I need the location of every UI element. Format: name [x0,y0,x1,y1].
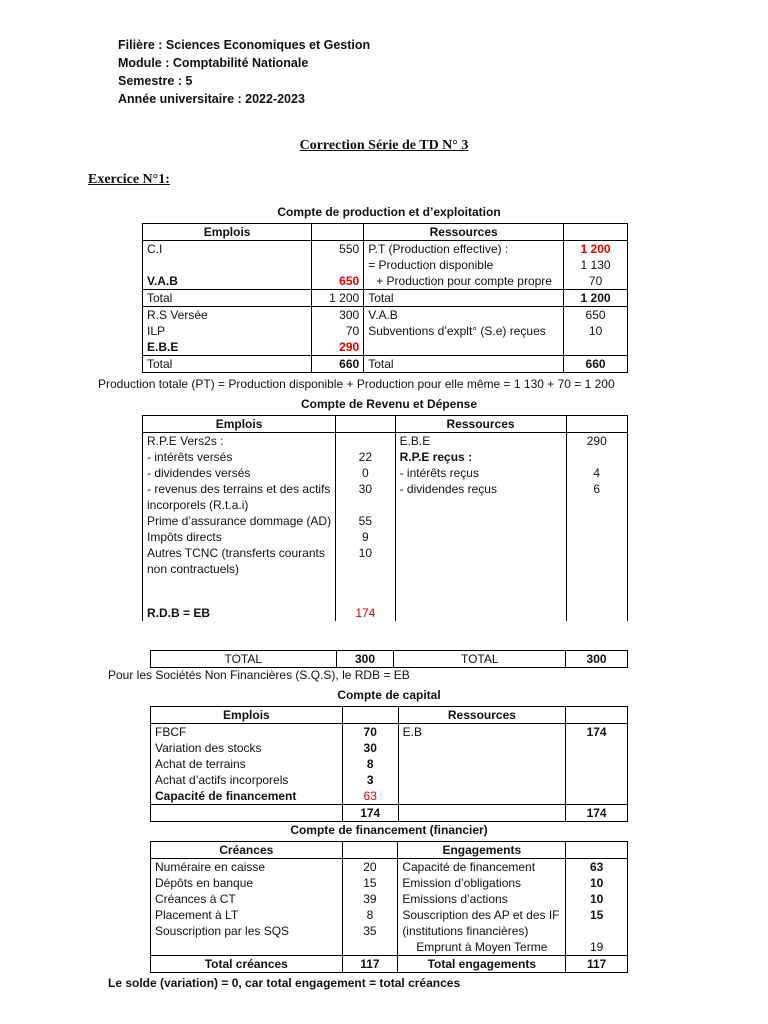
capital-table [150,706,628,822]
total-value: 1 200 [564,290,628,307]
row-label: Achat de terrains [151,756,343,772]
col-engagements: Engagements [398,842,566,859]
financing-table [150,841,628,973]
row-label: = Production disponible [364,257,564,273]
row-value: 20 [342,859,398,876]
page-title: Correction Série de TD N° 3 [299,138,469,153]
header-module: Module : Comptabilité Nationale [118,56,309,70]
row-label: - dividendes versés [143,465,336,481]
row-label: R.D.B = EB [143,605,336,621]
production-table [142,223,628,373]
row-label: Capacité de financement [398,859,566,876]
col-ressources: Ressources [395,416,566,433]
col-ressources: Ressources [398,707,566,724]
row-value: 8 [342,907,398,923]
total-label: Total [364,290,564,307]
row-label: E.B.E [143,339,312,356]
row-label: E.B.E [395,433,566,450]
row-value: 10 [336,545,396,577]
row-value: 19 [566,939,628,956]
total-label: Total [364,356,564,373]
row-value: 300 [312,307,364,324]
row-value: 10 [566,891,628,907]
row-label: Prime d’assurance dommage (AD) [143,513,336,529]
row-label: Souscription par les SQS [151,923,343,939]
revenue-total-table [150,650,628,668]
row-value: 30 [336,481,396,513]
row-value: 1 200 [564,241,628,258]
row-value: 650 [564,307,628,324]
row-label: R.P.E reçus : [395,449,566,465]
total-label: Total [143,290,312,307]
total-value: 660 [312,356,364,373]
total-value: 174 [342,805,398,822]
row-value: 4 [566,465,627,481]
total-value: 300 [336,651,394,668]
total-label: Total créances [151,956,343,973]
row-value: 63 [342,788,398,805]
row-value: 30 [342,740,398,756]
financing-note: Le solde (variation) = 0, car total engagement = total créances [108,976,461,990]
row-value: 10 [566,875,628,891]
row-label: (institutions financières) [398,923,566,939]
row-label: - dividendes reçus [395,481,566,513]
total-label: Total engagements [398,956,566,973]
row-value: 15 [342,875,398,891]
row-value: 290 [566,433,627,450]
row-value: 9 [336,529,396,545]
capital-caption: Compte de capital [337,688,441,702]
col-emplois: Emplois [143,416,336,433]
row-label: C.I [143,241,312,258]
total-label: TOTAL [394,651,566,668]
header-semestre: Semestre : 5 [118,74,193,88]
row-label: Impôts directs [143,529,336,545]
production-note: Production totale (PT) = Production disponible + Production pour elle même = 1 130 + 70 = 1 200 [98,377,615,391]
row-label: R.P.E Vers2s : [143,433,336,450]
col-emplois: Emplois [151,707,343,724]
row-value: 70 [312,323,364,339]
total-label: Total [143,356,312,373]
row-label: Achat d’actifs incorporels [151,772,343,788]
row-label: Emprunt à Moyen Terme [398,939,566,956]
row-label: V.A.B [364,307,564,324]
row-value: 55 [336,513,396,529]
row-value: 650 [312,273,364,290]
row-label: - intérêts reçus [395,465,566,481]
row-value: 10 [564,323,628,339]
row-value: 174 [336,605,396,621]
row-value: 174 [566,724,628,741]
row-label: + Production pour compte propre [364,273,564,290]
row-value: 22 [336,449,396,465]
row-value: 35 [342,923,398,939]
row-value: 8 [342,756,398,772]
row-label: R.S Versée [143,307,312,324]
row-label: Autres TCNC (transferts courants non contractuels) [143,545,336,577]
row-value: 6 [566,481,627,513]
row-label: - intérêts versés [143,449,336,465]
header-annee: Année universitaire : 2022-2023 [118,92,305,106]
row-label: Créances à CT [151,891,343,907]
row-label: E.B [398,724,566,741]
row-label: ILP [143,323,312,339]
row-label: - revenus des terrains et des actifs incorporels (R.t.a.i) [143,481,336,513]
col-creances: Créances [151,842,343,859]
total-label: TOTAL [151,651,337,668]
total-value: 117 [342,956,398,973]
col-emplois: Emplois [143,224,312,241]
row-value: 550 [312,241,364,258]
financing-caption: Compte de financement (financier) [290,823,488,837]
revenue-caption: Compte de Revenu et Dépense [300,397,478,411]
row-value: 70 [342,724,398,741]
production-caption: Compte de production et d’exploitation [277,205,501,219]
document-header [118,36,370,108]
row-label: Emission d’obligations [398,875,566,891]
row-value: 63 [566,859,628,876]
total-value: 660 [564,356,628,373]
revenue-note: Pour les Sociétés Non Financières (S.Q.S), le RDB = EB [108,668,410,682]
col-ressources: Ressources [364,224,564,241]
row-value: 1 130 [564,257,628,273]
row-label: Dépôts en banque [151,875,343,891]
row-label: P.T (Production effective) : [364,241,564,258]
row-label: Subventions d’explt° (S.e) reçues [364,323,564,339]
row-value: 70 [564,273,628,290]
row-value: 290 [312,339,364,356]
row-label: Souscription des AP et des IF [398,907,566,923]
row-label: Placement à LT [151,907,343,923]
header-filiere: Filière : Sciences Economiques et Gestion [118,38,371,52]
total-value: 300 [566,651,628,668]
row-value: 39 [342,891,398,907]
total-value: 1 200 [312,290,364,307]
row-label: V.A.B [143,273,312,290]
total-value: 117 [566,956,628,973]
row-label: Emissions d’actions [398,891,566,907]
row-value: 3 [342,772,398,788]
row-value: 0 [336,465,396,481]
row-label: Variation des stocks [151,740,343,756]
total-value: 174 [566,805,628,822]
row-value: 15 [566,907,628,923]
row-label: Capacité de financement [151,788,343,805]
revenue-table [142,415,628,621]
row-label: FBCF [151,724,343,741]
exercise-heading: Exercice N°1: [88,172,170,187]
row-label: Numéraire en caisse [151,859,343,876]
